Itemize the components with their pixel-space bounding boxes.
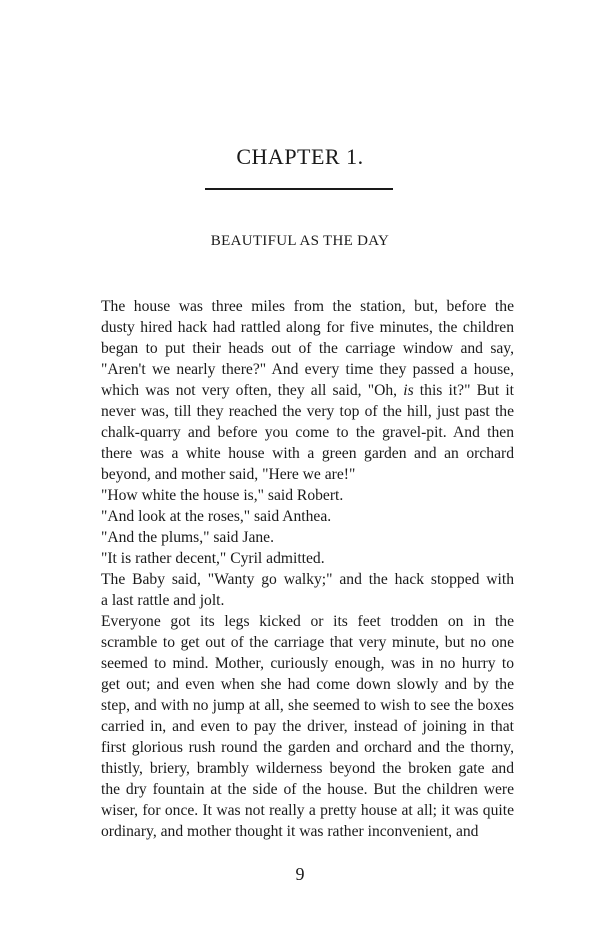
text-line: step, and with no jump at all, she seemed to wish to see the boxes: [101, 697, 514, 714]
text-line: The house was three miles from the station, but, before the: [101, 298, 514, 315]
paragraph: [86, 569, 514, 611]
text-line: first glorious rush round the garden and orchard and the thorny,: [101, 739, 514, 756]
text-line: "How white the house is," said Robert.: [101, 487, 344, 504]
paragraph: [86, 527, 514, 548]
paragraph: [86, 611, 514, 842]
text-line: began to put their heads out of the carriage window and say,: [101, 340, 514, 357]
text-line: scramble to get out of the carriage that very minute, but no one: [101, 634, 514, 651]
emphasis: is: [403, 382, 414, 399]
chapter-heading: CHAPTER 1.: [236, 144, 364, 169]
text-line: "It is rather decent," Cyril admitted.: [101, 550, 325, 567]
body-text: [86, 296, 514, 842]
text-line: "And the plums," said Jane.: [101, 529, 274, 546]
text-line: beyond, and mother said, "Here we are!": [101, 466, 356, 483]
text-line: the dry fountain at the side of the house. But the children were: [101, 781, 514, 798]
text-line: The Baby said, "Wanty go walky;" and the hack stopped with: [101, 571, 514, 588]
text-line: "Aren't we nearly there?" And every time they passed a house,: [101, 361, 514, 378]
text-line: wiser, for once. It was not really a pretty house at all; it was quite: [101, 802, 514, 819]
text-line: chalk-quarry and before you come to the gravel-pit. And then: [101, 424, 514, 441]
text-line: dusty hired hack had rattled along for five minutes, the children: [101, 319, 514, 336]
page-number: 9: [295, 864, 305, 884]
paragraph: [86, 548, 514, 569]
text-line: carried in, and even to pay the driver, instead of joining in that: [101, 718, 514, 735]
text-line: never was, till they reached the very top of the hill, just past the: [101, 403, 514, 420]
text-line: "And look at the roses," said Anthea.: [101, 508, 332, 525]
paragraph: [86, 485, 514, 506]
paragraph: [86, 506, 514, 527]
chapter-rule: [205, 188, 393, 190]
text-line: thistly, briery, brambly wilderness beyond the broken gate and: [101, 760, 514, 777]
text-line: there was a white house with a green garden and an orchard: [101, 445, 514, 462]
text-line: ordinary, and mother thought it was rather inconvenient, and: [101, 823, 479, 840]
text-line: seemed to mind. Mother, curiously enough, was in no hurry to: [101, 655, 514, 672]
text-line: get out; and even when she had come down slowly and by the: [101, 676, 514, 693]
text-line: Everyone got its legs kicked or its feet trodden on in the: [101, 613, 514, 630]
text-line: a last rattle and jolt.: [101, 592, 225, 609]
chapter-title: BEAUTIFUL AS THE DAY: [210, 233, 390, 249]
paragraph: [86, 296, 514, 485]
text-line: which was not very often, they all said, "Oh, is this it?" But it: [101, 382, 514, 399]
